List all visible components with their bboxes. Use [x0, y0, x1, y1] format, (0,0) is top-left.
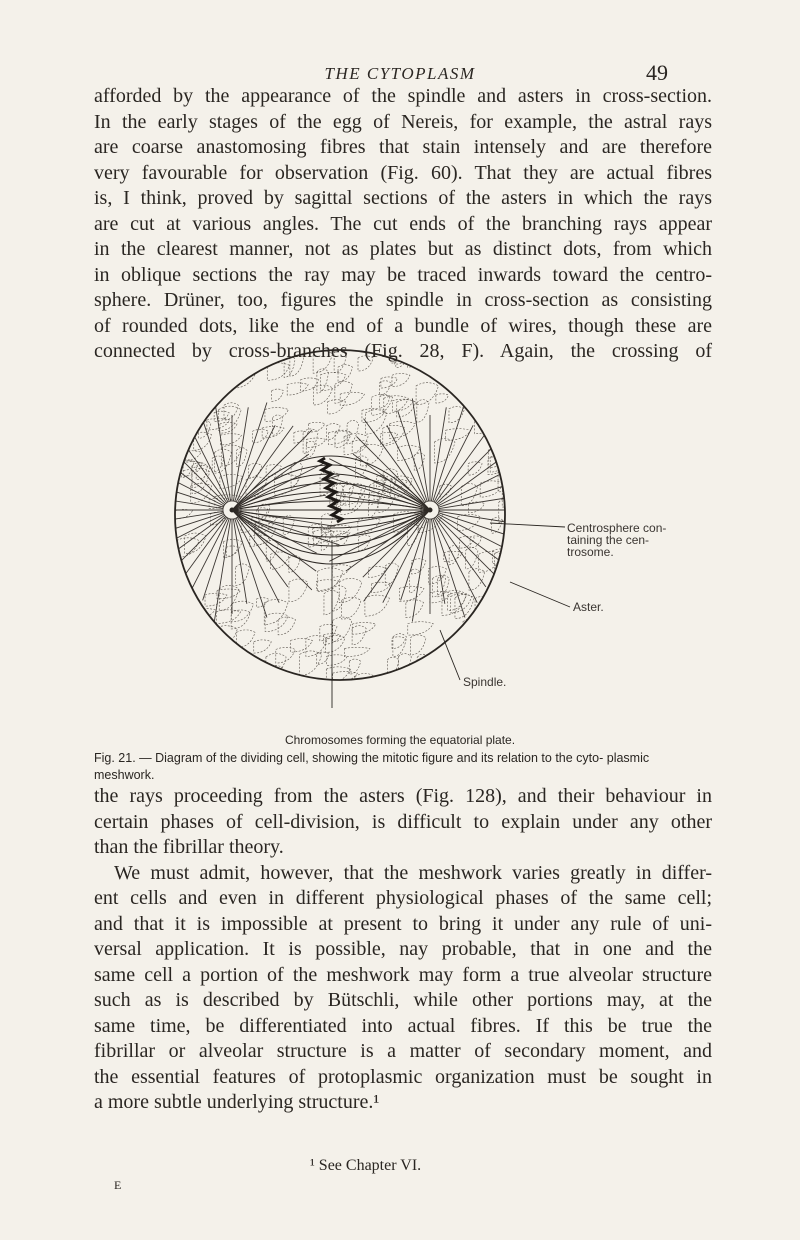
mesh-cell — [356, 456, 368, 478]
text-line: sphere. Drüner, too, figures the spindle in cross-section as consisting — [94, 289, 712, 311]
mesh-cell — [481, 631, 503, 651]
signature-mark: E — [114, 1178, 122, 1192]
mesh-cell — [410, 635, 426, 655]
mesh-cell — [249, 463, 262, 478]
mesh-cell — [313, 351, 332, 374]
mesh-cell — [306, 636, 328, 657]
text-line: In the early stages of the egg of Nereis, for example, the astral rays — [94, 110, 712, 133]
mesh-cell — [387, 657, 398, 677]
mesh-cell — [496, 376, 519, 386]
mesh-cell — [480, 481, 503, 497]
mesh-cell — [230, 347, 253, 373]
text-line: are cut at various angles. The cut ends of the branching rays appear — [94, 212, 712, 235]
mesh-cell — [266, 653, 286, 678]
text-line: of rounded dots, like the end of a bundle of wires, though these are — [94, 314, 712, 337]
mesh-cell — [200, 639, 211, 649]
mesh-cell — [446, 429, 471, 441]
mesh-cell — [333, 617, 352, 642]
text-line: the essential features of protoplasmic organization must be sought in — [94, 1065, 712, 1088]
text-line: and that it is impossible at present to bring it under any rule of uni- — [94, 912, 712, 935]
mesh-cell — [262, 426, 284, 437]
mesh-cell — [496, 443, 508, 455]
mesh-cell — [192, 462, 208, 487]
mesh-cell — [428, 566, 446, 584]
label-centrosphere: Centrosphere con- taining the cen- trosome. — [567, 521, 667, 559]
mesh-cell — [300, 651, 322, 675]
mesh-cell — [335, 381, 352, 403]
mesh-cell — [344, 647, 369, 656]
leader-aster — [510, 582, 570, 607]
mesh-cell — [340, 392, 364, 405]
mesh-cell — [360, 444, 383, 466]
astral-ray — [387, 425, 427, 504]
text-line: is, I think, proved by sagittal sections of the asters in which the rays — [94, 187, 712, 209]
mesh-cell — [264, 599, 288, 624]
label-spindle: Spindle. — [463, 675, 507, 689]
mesh-cell — [502, 488, 527, 507]
mesh-cell — [200, 385, 213, 395]
astral-ray — [436, 475, 538, 508]
mesh-cell — [289, 579, 308, 602]
spindle-fibre — [232, 465, 430, 510]
mesh-cell — [498, 349, 510, 369]
mesh-cell — [237, 664, 251, 688]
mesh-cell — [183, 398, 204, 419]
mesh-cell — [334, 350, 347, 373]
mesh-cell — [408, 622, 433, 635]
mesh-cell — [352, 626, 366, 645]
mesh-cell — [272, 678, 282, 688]
mesh-cell — [338, 365, 352, 382]
chromosome — [332, 512, 342, 522]
mesh-cell — [176, 671, 196, 684]
mesh-cell — [494, 643, 508, 655]
running-title: THE CYTOPLASM — [324, 64, 476, 83]
astral-ray — [431, 407, 446, 504]
mesh-cell — [365, 595, 390, 616]
mesh-cell — [216, 610, 240, 624]
mesh-cell — [287, 383, 308, 395]
mesh-cell — [372, 394, 393, 415]
astral-ray — [436, 512, 538, 545]
mesh-cell — [494, 612, 519, 625]
mesh-cell — [467, 364, 488, 377]
mesh-cell — [474, 612, 485, 629]
mesh-cell — [257, 508, 268, 519]
mesh-cell — [488, 349, 503, 363]
astral-ray — [214, 516, 231, 622]
leader-centrosphere — [490, 523, 565, 527]
spindle-fibre — [232, 510, 430, 555]
mesh-cell — [241, 656, 260, 678]
body-continuation — [94, 784, 712, 1116]
mesh-cell — [233, 363, 258, 388]
text-line: the rays proceeding from the asters (Fig. 128), and their behaviour in — [94, 785, 712, 807]
mesh-cell — [317, 369, 329, 393]
mesh-cell — [331, 525, 352, 536]
text-line: very favourable for observation (Fig. 60). That they are actual fibres — [94, 161, 712, 184]
mesh-cell — [392, 373, 410, 386]
mesh-cell — [497, 407, 509, 417]
mesh-cell — [220, 434, 241, 445]
mesh-cell — [265, 408, 289, 422]
text-line: versal application. It is possible, nay probable, that in one and the — [94, 938, 712, 960]
mesh-cell — [278, 617, 295, 635]
mesh-cell — [468, 462, 482, 475]
mesh-cell — [383, 425, 405, 445]
mesh-cell — [342, 597, 361, 619]
figure-dividing-cell — [140, 330, 700, 710]
mesh-cell — [489, 597, 501, 612]
mesh-cell — [493, 381, 511, 405]
mesh-cell — [332, 565, 350, 577]
mesh-cell — [198, 421, 210, 439]
mesh-cell — [494, 551, 512, 572]
paragraph-1 — [94, 84, 712, 365]
mesh-cell — [231, 610, 250, 629]
mesh-cell — [328, 431, 351, 445]
mesh-cell — [231, 601, 253, 622]
astral-ray — [234, 403, 267, 505]
mesh-cell — [333, 672, 358, 683]
astral-ray — [436, 511, 533, 526]
text-line: same time, be differentiated into actual fibres. If this be true the — [94, 1014, 712, 1037]
mesh-cell — [393, 634, 407, 657]
mesh-cell — [192, 468, 209, 494]
mesh-cell — [306, 438, 325, 447]
mesh-cell — [320, 624, 337, 641]
text-line: than the fibrillar theory. — [94, 836, 284, 858]
astral-ray — [165, 514, 228, 577]
mesh-cell — [449, 407, 465, 423]
cell-diagram — [140, 330, 700, 710]
mesh-cell — [455, 357, 465, 382]
mesh-cell — [328, 400, 346, 414]
astral-ray — [433, 425, 473, 504]
text-line: in the clearest manner, not as plates but as distinct dots, from which — [94, 238, 712, 260]
mesh-cell — [358, 356, 373, 371]
astral-ray — [140, 513, 227, 562]
astral-ray — [234, 516, 267, 618]
mesh-cell — [179, 429, 191, 444]
astral-ray — [432, 403, 465, 505]
figure-caption: Fig. 21. — Diagram of the dividing cell, showing the mitotic figure and its relation to the cyto- plasmic meshwork. — [94, 751, 650, 782]
mesh-cell — [475, 412, 500, 434]
label-aster: Aster. — [573, 600, 604, 614]
text-line: a more subtle underlying structure.¹ — [94, 1091, 380, 1113]
mesh-cell — [276, 647, 296, 663]
mesh-cell — [231, 673, 248, 686]
mesh-cell — [224, 403, 238, 420]
astral-ray — [412, 516, 429, 622]
mesh-cell — [436, 356, 454, 370]
text-line: afforded by the appearance of the spindle and asters in cross-section. — [94, 85, 712, 107]
mesh-cell — [219, 351, 241, 375]
mesh-cell — [392, 637, 405, 649]
mesh-cell — [448, 593, 466, 611]
mesh-cell — [372, 582, 391, 592]
mesh-cell — [378, 489, 395, 512]
astral-ray — [412, 398, 429, 504]
mesh-cell — [456, 640, 479, 662]
mesh-cell — [214, 626, 237, 648]
mesh-cell — [466, 547, 478, 569]
mesh-cell — [212, 456, 224, 472]
mesh-cell — [381, 377, 397, 388]
mesh-cell — [417, 400, 429, 423]
page-number: 49 — [646, 60, 668, 85]
mesh-cell — [313, 385, 332, 405]
text-line: are coarse anastomosing fibres that stain intensely and are therefore — [94, 136, 712, 158]
text-line: ent cells and even in different physiological phases of the same cell; — [94, 887, 712, 909]
text-line: in oblique sections the ray may be traced inwards toward the centro- — [94, 263, 712, 286]
text-line: fibrillar or alveolar structure is a matter of secondary moment, and — [94, 1040, 712, 1062]
astral-ray — [140, 478, 226, 508]
mesh-cell — [254, 640, 272, 653]
mesh-cell — [436, 394, 449, 403]
text-line: such as is described by Bütschli, while other portions may, at the — [94, 989, 712, 1011]
mesh-cell — [385, 563, 398, 585]
text-line: same cell a portion of the meshwork may form a true alveolar structure — [94, 963, 712, 986]
mesh-cell — [265, 613, 288, 631]
mesh-cell — [231, 361, 242, 371]
mesh-cell — [291, 639, 313, 653]
astral-ray — [158, 436, 227, 505]
mesh-cell — [469, 569, 485, 590]
text-line: We must admit, however, that the meshwork varies greatly in differ- — [114, 861, 712, 884]
figure-label-chromosomes: Chromosomes forming the equatorial plate. — [284, 733, 516, 747]
text-line: connected by cross-branches (Fig. 28, F). Again, the crossing of — [94, 340, 712, 362]
mesh-cell — [352, 622, 375, 634]
mesh-cell — [202, 395, 214, 410]
mesh-cell — [300, 378, 318, 391]
mesh-cell — [265, 665, 282, 677]
mesh-cell — [392, 399, 413, 411]
mesh-cell — [205, 593, 227, 606]
mesh-cell — [220, 475, 243, 489]
text-line: certain phases of cell-division, is difficult to explain under any other — [94, 810, 712, 833]
astral-ray — [140, 495, 226, 509]
astral-ray — [233, 516, 247, 604]
mesh-cell — [272, 389, 284, 401]
footnote: ¹ See Chapter VI. — [310, 1157, 422, 1174]
mesh-cell — [466, 391, 478, 404]
mesh-cell — [352, 440, 368, 453]
